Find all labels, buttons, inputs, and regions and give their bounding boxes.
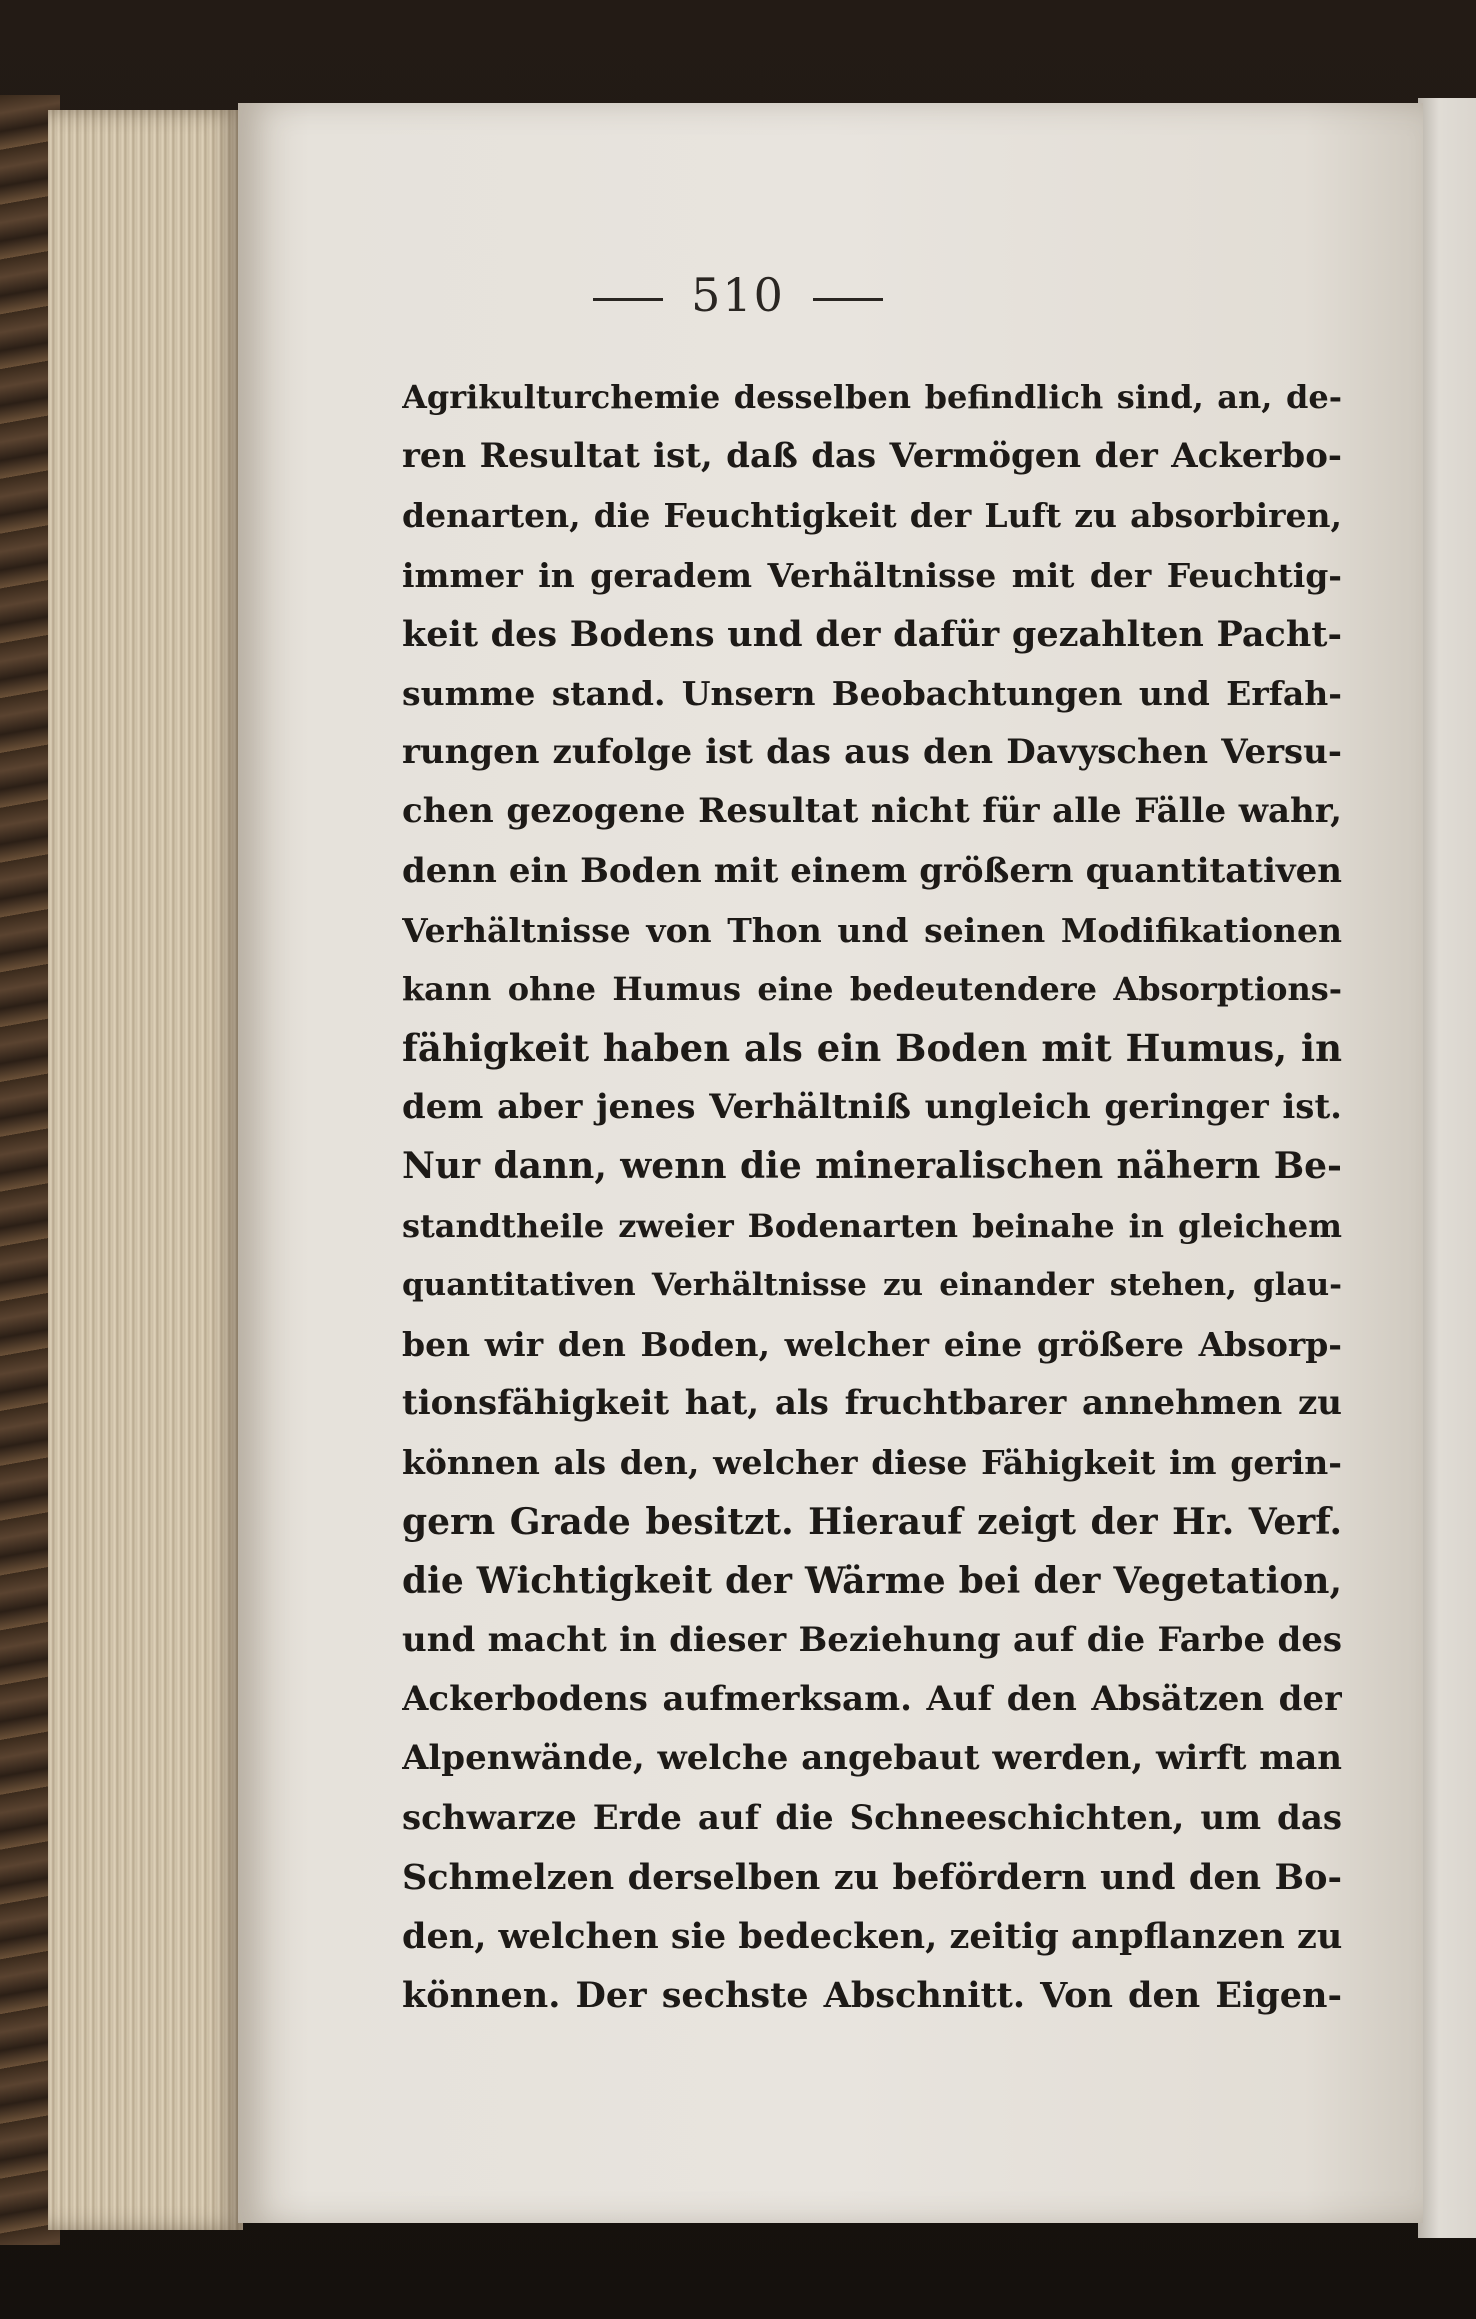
text-line: keit des Bodens und der dafür gezahlten Pacht- [402,613,1342,655]
text-line: Nur dann, wenn die mineralischen nähern Be- [402,1145,1342,1188]
facing-page-edge [1418,98,1476,2238]
page-number: 510 [691,268,785,322]
text-line: denn ein Boden mit einem größern quantitativen [402,850,1342,891]
text-line: denarten, die Feuchtigkeit der Luft zu absorbiren, [402,496,1342,536]
text-line: schwarze Erde auf die Schneeschichten, um das [402,1797,1342,1838]
text-line: chen gezogene Resultat nicht für alle Fälle wahr, [402,791,1342,832]
text-line: summe stand. Unsern Beobachtungen und Erfah- [402,673,1342,713]
text-line: ren Resultat ist, daß das Vermögen der Ackerbo- [402,436,1342,477]
text-line: Alpenwände, welche angebaut werden, wirft man [402,1738,1342,1779]
text-line: gern Grade besitzt. Hierauf zeigt der Hr. Verf. [402,1500,1342,1543]
body-text [402,368,1342,2025]
text-line: Schmelzen derselben zu befördern und den Bo- [402,1856,1342,1898]
text-line: die Wichtigkeit der Wärme bei der Vegetation, [402,1559,1342,1602]
text-line: können. Der sechste Abschnitt. Von den Eigen- [402,1975,1342,2017]
text-line: Ackerbodens aufmerksam. Auf den Absätzen der [402,1679,1342,1720]
text-line: den, welchen sie bedecken, zeitig anpflanzen zu [402,1915,1342,1957]
text-line: fähigkeit haben als ein Boden mit Humus, in [402,1026,1342,1071]
header-dash-right [813,298,883,301]
text-line: quantitativen Verhältnisse zu einander stehen, glau- [402,1266,1342,1303]
text-line: immer in geradem Verhältnisse mit der Feuchtig- [402,555,1342,595]
text-line: kann ohne Humus eine bedeutendere Absorptions- [402,969,1342,1008]
page-number-header [0,268,1476,322]
text-line: ben wir den Boden, welcher eine größere Absorp- [402,1325,1342,1364]
text-line: tionsfähigkeit hat, als fruchtbarer annehmen zu [402,1383,1342,1424]
text-line: rungen zufolge ist das aus den Davyschen Versu- [402,732,1342,773]
text-line: und macht in dieser Beziehung auf die Farbe des [402,1619,1342,1660]
text-line: dem aber jenes Verhältniß ungleich geringer ist. [402,1087,1342,1128]
text-line: können als den, welcher diese Fähigkeit im gerin- [402,1443,1342,1483]
text-line: standtheile zweier Bodenarten beinahe in gleichem [402,1206,1342,1245]
page-edges [48,110,243,2230]
header-dash-left [593,298,663,301]
text-line: Verhältnisse von Thon und seinen Modifikationen [402,910,1342,950]
text-line: Agrikulturchemie desselben befindlich sind, an, de- [402,378,1342,416]
